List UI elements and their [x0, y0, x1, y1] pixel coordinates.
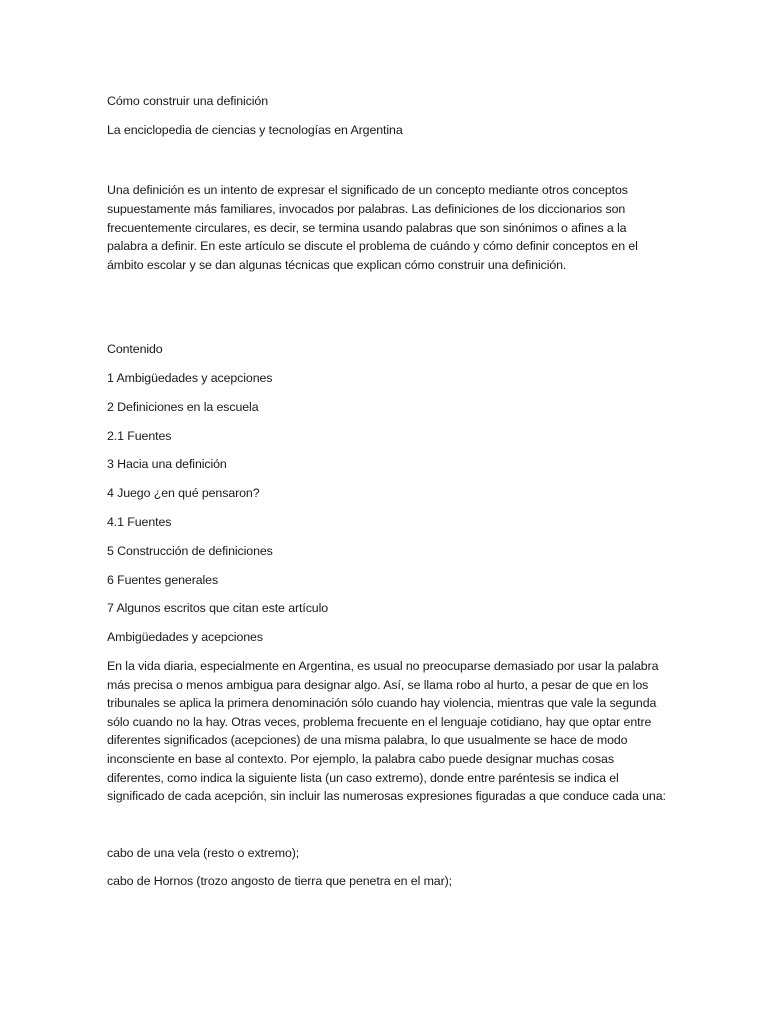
document-title: Cómo construir una definición	[107, 94, 269, 108]
example-item: cabo de una vela (resto o extremo);	[107, 845, 300, 860]
toc-item: 5 Construcción de definiciones	[107, 543, 273, 558]
toc-item: 4.1 Fuentes	[107, 515, 172, 530]
toc-item: 3 Hacia una definición	[107, 457, 227, 472]
toc-item: 2 Definiciones en la escuela	[107, 399, 259, 414]
section-paragraph: En la vida diaria, especialmente en Argentina, es usual no preocuparse demasiado por usar la palabra más precisa o menos ambigua para designar algo. Así, se llama robo al hurto, a pesar de que en los tribunales se aplica la primera denominación sólo cuando hay violencia, mientras que vale la segunda sólo cuando no la hay. Otras veces, problema frecuente en el lenguaje cotidiano, hay que optar entre diferentes significados (acepciones) de una misma palabra, lo que usualmente se hace de modo inconsciente en base al contexto. Por ejemplo, la palabra cabo puede designar muchas cosas diferentes, como indica la siguiente lista (un caso extremo), donde entre paréntesis se indica el significado de cada acepción, sin incluir las numerosas expresiones figuradas a que conduce cada una:	[107, 658, 666, 804]
document-source: La enciclopedia de ciencias y tecnologías en Argentina	[107, 122, 403, 137]
toc-heading: Contenido	[107, 342, 163, 357]
toc-item: 6 Fuentes generales	[107, 572, 219, 587]
example-item: cabo de Hornos (trozo angosto de tierra que penetra en el mar);	[107, 874, 452, 889]
toc-item: 1 Ambigüedades y acepciones	[107, 371, 273, 386]
toc-item: 2.1 Fuentes	[107, 428, 172, 443]
toc-item: 7 Algunos escritos que citan este artículo	[107, 601, 329, 616]
toc-item: 4 Juego ¿en qué pensaron?	[107, 486, 260, 501]
section-heading: Ambigüedades y acepciones	[107, 630, 263, 645]
intro-paragraph: Una definición es un intento de expresar el significado de un concepto mediante otros conceptos supuestamente más familiares, invocados por palabras. Las definiciones de los diccionarios son frecuentemente circulares, es decir, se termina usando palabras que son sinónimos o afines a la palabra a definir. En este artículo se discute el problema de cuándo y cómo definir conceptos en el ámbito escolar y se dan algunas técnicas que explican cómo construir una definición.	[107, 183, 638, 272]
document-content	[107, 92, 667, 891]
